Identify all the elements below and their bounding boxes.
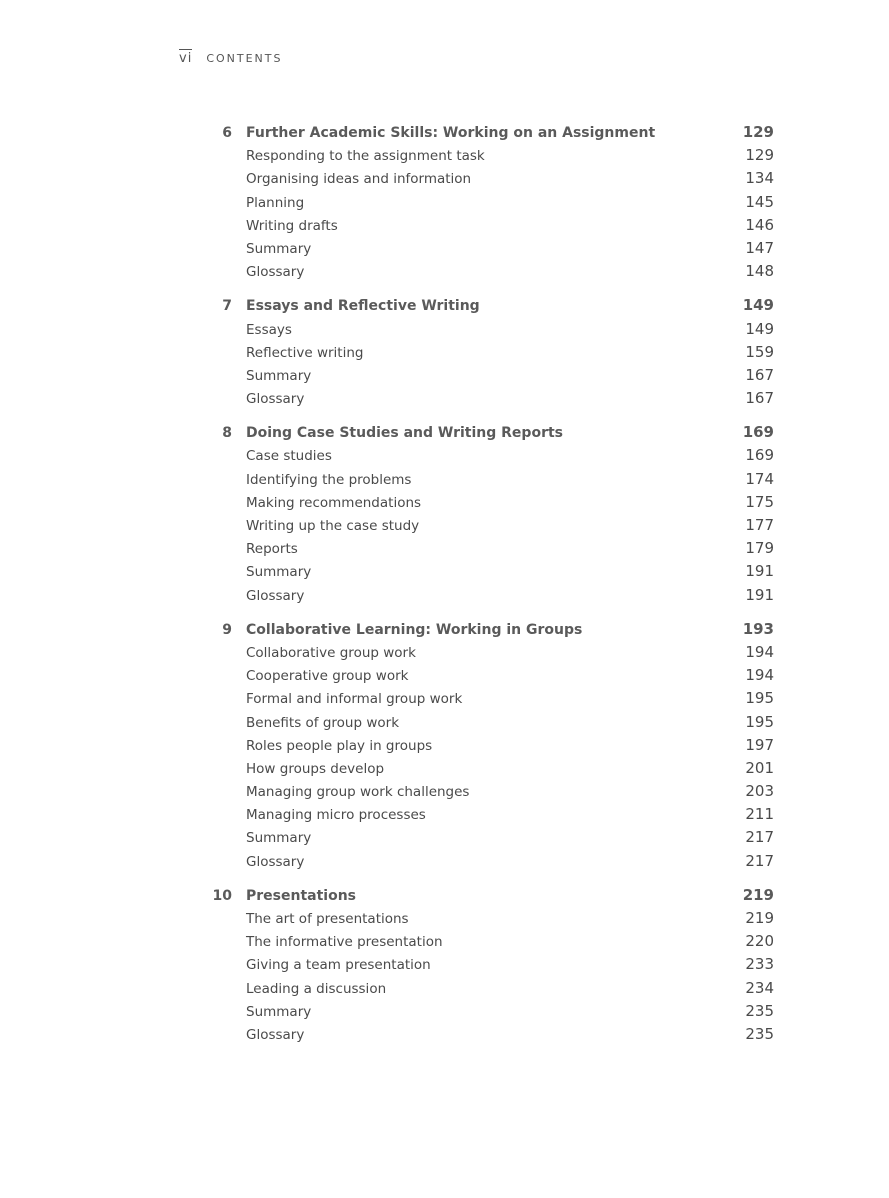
section-page-number: 179 <box>745 539 774 558</box>
section-title: Summary <box>246 830 312 847</box>
section-title: Formal and informal group work <box>246 691 463 708</box>
section-title: Writing up the case study <box>246 518 420 534</box>
chapter-block <box>200 421 774 607</box>
section-entry[interactable] <box>200 757 774 780</box>
section-title: Cooperative group work <box>246 668 409 685</box>
section-entry[interactable] <box>200 687 774 710</box>
section-page-number: 195 <box>745 689 774 708</box>
section-entry[interactable] <box>200 930 774 953</box>
section-entry[interactable] <box>200 514 774 537</box>
section-title: Summary <box>246 367 312 384</box>
section-page-number: 169 <box>745 446 774 465</box>
chapter-title: Presentations <box>246 887 357 904</box>
section-title: Glossary <box>246 853 305 870</box>
section-title: Roles people play in groups <box>246 737 433 754</box>
section-page-number: 175 <box>745 492 774 511</box>
section-title: Summary <box>246 1003 312 1020</box>
section-entry[interactable] <box>200 907 774 930</box>
section-page-number: 147 <box>745 238 774 257</box>
chapter-block <box>200 294 774 410</box>
section-page-number: 191 <box>745 562 774 581</box>
section-entry[interactable] <box>200 803 774 826</box>
section-page-number: 235 <box>745 1001 774 1020</box>
section-entry[interactable] <box>200 364 774 387</box>
section-page-number: 174 <box>745 469 774 488</box>
section-page-number: 203 <box>745 782 774 801</box>
section-title: Identifying the problems <box>246 471 412 488</box>
section-page-number: 191 <box>745 585 774 604</box>
section-title: Case studies <box>246 448 332 465</box>
section-title: Essays <box>246 321 292 338</box>
section-title: Planning <box>246 194 305 211</box>
chapter-block <box>200 618 774 873</box>
section-page-number: 129 <box>745 146 774 165</box>
section-page-number: 194 <box>745 642 774 661</box>
chapter-block <box>200 884 774 1046</box>
section-title: Glossary <box>246 1026 305 1043</box>
section-title: Responding to the assignment task <box>246 148 485 165</box>
section-entry[interactable] <box>200 1023 774 1046</box>
section-entry[interactable] <box>200 444 774 467</box>
section-page-number: 195 <box>745 712 774 731</box>
page-header <box>179 46 282 66</box>
section-entry[interactable] <box>200 491 774 514</box>
section-title: Managing micro processes <box>246 807 426 824</box>
section-title: Glossary <box>246 391 305 408</box>
section-entry[interactable] <box>200 341 774 364</box>
section-entry[interactable] <box>200 711 774 734</box>
chapter-page-number: 149 <box>742 296 774 315</box>
section-entry[interactable] <box>200 387 774 410</box>
chapter-entry[interactable] <box>200 618 774 641</box>
section-page-number: 217 <box>745 828 774 847</box>
section-page-number: 235 <box>745 1024 774 1043</box>
chapter-page-number: 129 <box>742 123 774 141</box>
section-page-number: 234 <box>745 978 774 997</box>
chapter-entry[interactable] <box>200 121 774 144</box>
chapter-entry[interactable] <box>200 884 774 907</box>
chapter-title: Essays and Reflective Writing <box>246 298 480 315</box>
section-title: The art of presentations <box>246 911 409 927</box>
section-title: Giving a team presentation <box>246 957 431 974</box>
section-title: Managing group work challenges <box>246 784 470 801</box>
section-title: Leading a discussion <box>246 980 387 997</box>
section-entry[interactable] <box>200 537 774 560</box>
section-entry[interactable] <box>200 318 774 341</box>
chapter-number: 10 <box>212 887 232 904</box>
section-entry[interactable] <box>200 214 774 237</box>
section-page-number: 134 <box>745 169 774 188</box>
section-entry[interactable] <box>200 584 774 607</box>
section-title: Reflective writing <box>246 344 364 361</box>
section-title: Making recommendations <box>246 494 422 511</box>
section-entry[interactable] <box>200 237 774 260</box>
section-page-number: 159 <box>745 342 774 361</box>
section-title: Glossary <box>246 587 305 604</box>
section-page-number: 148 <box>745 262 774 281</box>
section-page-number: 233 <box>745 955 774 974</box>
section-page-number: 167 <box>745 365 774 384</box>
section-entry[interactable] <box>200 664 774 687</box>
section-page-number: 197 <box>745 735 774 754</box>
section-page-number: 211 <box>745 805 774 824</box>
section-entry[interactable] <box>200 826 774 849</box>
section-entry[interactable] <box>200 641 774 664</box>
section-entry[interactable] <box>200 977 774 1000</box>
chapter-entry[interactable] <box>200 421 774 444</box>
section-page-number: 177 <box>745 516 774 534</box>
section-title: Summary <box>246 564 312 581</box>
chapter-number: 8 <box>222 425 232 442</box>
section-entry[interactable] <box>200 780 774 803</box>
section-title: Reports <box>246 541 298 558</box>
section-entry[interactable] <box>200 734 774 757</box>
section-page-number: 149 <box>745 319 774 338</box>
chapter-page-number: 219 <box>742 885 774 904</box>
section-entry[interactable] <box>200 953 774 976</box>
chapter-title: Doing Case Studies and Writing Reports <box>246 425 563 442</box>
section-title: Collaborative group work <box>246 644 416 661</box>
section-title: The informative presentation <box>246 934 443 951</box>
section-title: Benefits of group work <box>246 714 400 731</box>
section-entry[interactable] <box>200 144 774 167</box>
section-page-number: 146 <box>745 215 774 234</box>
chapter-block <box>200 121 774 283</box>
section-title: Summary <box>246 240 312 257</box>
section-entry[interactable] <box>200 1000 774 1023</box>
section-entry[interactable] <box>200 468 774 491</box>
section-page-number: 220 <box>745 932 774 951</box>
section-title: How groups develop <box>246 760 385 777</box>
section-entry[interactable] <box>200 260 774 283</box>
chapter-page-number: 169 <box>742 423 774 442</box>
chapter-number: 9 <box>222 621 232 638</box>
section-page-number: 219 <box>745 909 774 927</box>
chapter-page-number: 193 <box>742 619 774 638</box>
section-entry[interactable] <box>200 850 774 873</box>
running-head: CONTENTS <box>206 52 283 65</box>
section-entry[interactable] <box>200 560 774 583</box>
section-entry[interactable] <box>200 191 774 214</box>
section-title: Writing drafts <box>246 217 338 234</box>
section-page-number: 201 <box>745 758 774 777</box>
section-page-number: 217 <box>745 851 774 870</box>
chapter-number: 6 <box>222 125 232 141</box>
chapter-title: Further Academic Skills: Working on an Assignment <box>246 125 656 141</box>
chapter-entry[interactable] <box>200 294 774 317</box>
chapter-title: Collaborative Learning: Working in Groups <box>246 621 583 638</box>
table-of-contents <box>200 121 774 1057</box>
page-folio: vi <box>179 51 193 66</box>
section-entry[interactable] <box>200 167 774 190</box>
section-title: Glossary <box>246 264 305 281</box>
section-page-number: 167 <box>745 389 774 408</box>
section-page-number: 194 <box>745 666 774 685</box>
section-page-number: 145 <box>745 192 774 211</box>
section-title: Organising ideas and information <box>246 171 472 188</box>
chapter-number: 7 <box>222 298 232 315</box>
